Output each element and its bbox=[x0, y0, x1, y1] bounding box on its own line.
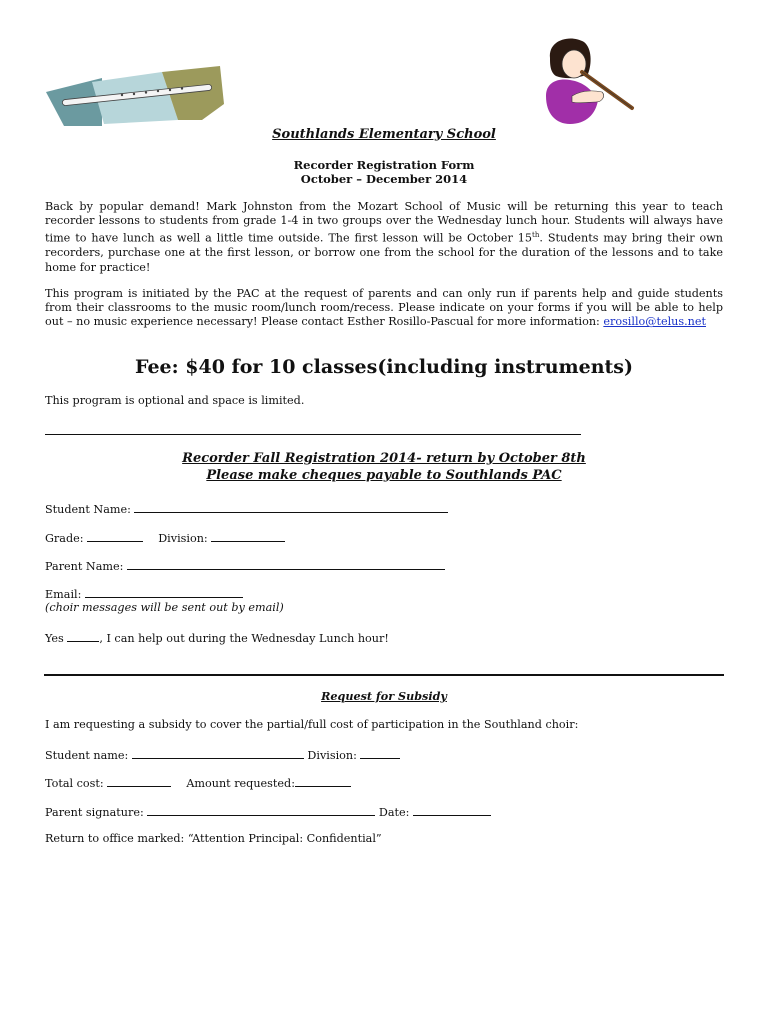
parent-name-row bbox=[45, 558, 445, 573]
division-label: Division: bbox=[158, 532, 208, 545]
cost-row bbox=[45, 775, 351, 790]
parent-name-field[interactable] bbox=[127, 558, 445, 570]
parent-signature-label: Parent signature: bbox=[45, 806, 144, 819]
volunteer-text: , I can help out during the Wednesday Lunch hour! bbox=[99, 632, 389, 645]
yes-label: Yes bbox=[45, 632, 64, 645]
return-note: Return to office marked: “Attention Principal: Confidential” bbox=[45, 832, 382, 845]
fee-heading: Fee: $40 for 10 classes(including instruments) bbox=[135, 356, 633, 378]
email-row bbox=[45, 586, 243, 601]
amount-requested-field[interactable] bbox=[295, 775, 351, 787]
recorder-clipart-icon bbox=[42, 64, 228, 130]
form-title: Recorder Registration Form bbox=[293, 158, 475, 172]
total-cost-field[interactable] bbox=[107, 775, 171, 787]
subsidy-student-field[interactable] bbox=[132, 747, 304, 759]
subsidy-statement: I am requesting a subsidy to cover the partial/full cost of participation in the Southland choir: bbox=[45, 718, 579, 731]
child-playing-recorder-icon bbox=[536, 34, 636, 128]
school-title: Southlands Elementary School bbox=[272, 127, 496, 142]
parent-signature-field[interactable] bbox=[147, 804, 375, 816]
intro-paragraph-2 bbox=[45, 287, 723, 330]
ordinal-suffix: th bbox=[532, 231, 540, 240]
date-field[interactable] bbox=[413, 804, 491, 816]
grade-field[interactable] bbox=[87, 530, 143, 542]
student-name-label: Student Name: bbox=[45, 503, 131, 516]
email-note: (choir messages will be sent out by email) bbox=[45, 601, 284, 614]
payment-heading: Please make cheques payable to Southlands PAC bbox=[206, 468, 562, 483]
pac-text: This program is initiated by the PAC at the request of parents and can only run if parents help and guide students from their classrooms to the music room/lunch room/recess. Please indicate on your forms if you will be able to help out – no music experience necessary! Please contact Esther Rosillo-Pascual for more information: bbox=[45, 287, 723, 329]
contact-email-link[interactable]: erosillo@telus.net bbox=[603, 315, 706, 329]
email-label: Email: bbox=[45, 588, 82, 601]
intro-text-b: . Students may bring their own recorders, purchase one at the first lesson, or borrow one from the school for the duration of the lessons and to take home for practice! bbox=[45, 232, 723, 274]
registration-heading: Recorder Fall Registration 2014- return by October 8th bbox=[182, 451, 586, 466]
volunteer-row bbox=[45, 630, 389, 645]
divider-short bbox=[45, 434, 581, 435]
total-cost-label: Total cost: bbox=[45, 777, 104, 790]
divider-long bbox=[44, 674, 724, 676]
parent-name-label: Parent Name: bbox=[45, 560, 124, 573]
amount-requested-label: Amount requested: bbox=[186, 777, 295, 790]
subsidy-division-label: Division: bbox=[307, 749, 357, 762]
grade-division-row bbox=[45, 530, 285, 545]
form-dates: October – December 2014 bbox=[300, 172, 468, 186]
volunteer-field[interactable] bbox=[67, 630, 99, 642]
email-field[interactable] bbox=[85, 586, 243, 598]
intro-text-a: Back by popular demand! Mark Johnston from the Mozart School of Music will be returning this year to teach recorder lessons to students from grade 1-4 in two groups over the Wednesday lunch hour. Students will always have time to have lunch as well a little time outside. The first lesson will be October 15 bbox=[45, 200, 723, 246]
intro-paragraph-1 bbox=[45, 200, 723, 275]
signature-row bbox=[45, 804, 491, 819]
date-label: Date: bbox=[378, 806, 410, 819]
subsidy-heading: Request for Subsidy bbox=[321, 689, 447, 703]
subsidy-student-row bbox=[45, 747, 400, 762]
student-name-row bbox=[45, 501, 448, 516]
subsidy-student-label: Student name: bbox=[45, 749, 129, 762]
division-field[interactable] bbox=[211, 530, 285, 542]
student-name-field[interactable] bbox=[134, 501, 448, 513]
subsidy-division-field[interactable] bbox=[360, 747, 400, 759]
grade-label: Grade: bbox=[45, 532, 84, 545]
optional-note: This program is optional and space is limited. bbox=[45, 394, 305, 407]
